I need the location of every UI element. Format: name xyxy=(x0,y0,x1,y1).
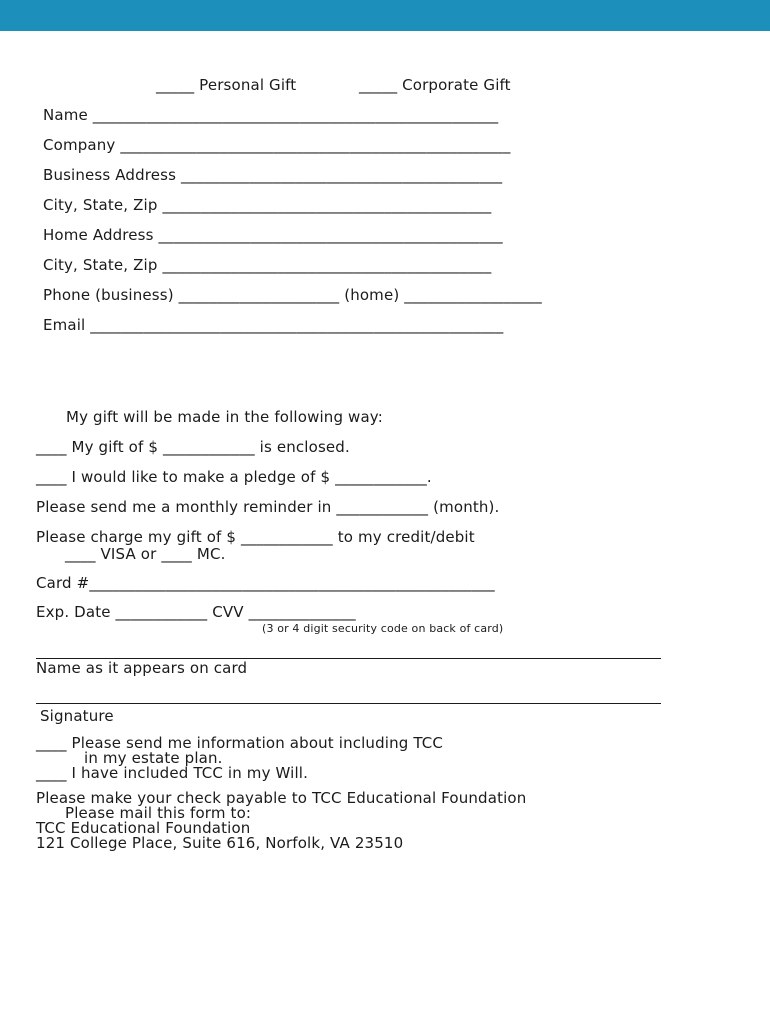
email-field[interactable]: Email ______________________________________________________ xyxy=(43,316,504,334)
company-field[interactable]: Company ___________________________________________________ xyxy=(43,136,511,154)
phone-field[interactable]: Phone (business) _____________________ (home) __________________ xyxy=(43,286,542,304)
included-will-option[interactable]: ____ I have included TCC in my Will. xyxy=(36,764,309,782)
header-bar xyxy=(0,0,770,31)
home-city-state-zip-field[interactable]: City, State, Zip ___________________________________________ xyxy=(43,256,492,274)
business-address-field[interactable]: Business Address __________________________________________ xyxy=(43,166,503,184)
gift-enclosed-option[interactable]: ____ My gift of $ ____________ is enclosed. xyxy=(36,438,350,456)
org-address: 121 College Place, Suite 616, Norfolk, VA 23510 xyxy=(36,834,404,852)
monthly-reminder-field[interactable]: Please send me a monthly reminder in ____________ (month). xyxy=(36,498,500,516)
signature-label: Signature xyxy=(40,707,114,725)
exp-cvv-field[interactable]: Exp. Date ____________ CVV ______________ xyxy=(36,603,356,621)
org-name: TCC Educational Foundation xyxy=(36,819,251,837)
business-city-state-zip-field[interactable]: City, State, Zip ___________________________________________ xyxy=(43,196,492,214)
estate-info-continued: in my estate plan. xyxy=(84,749,223,767)
estate-info-option[interactable]: ____ Please send me information about including TCC xyxy=(36,734,444,752)
name-field[interactable]: Name _____________________________________________________ xyxy=(43,106,499,124)
cvv-note: (3 or 4 digit security code on back of card) xyxy=(262,622,504,635)
pledge-option[interactable]: ____ I would like to make a pledge of $ ____________. xyxy=(36,468,432,486)
signature-line[interactable] xyxy=(36,703,661,704)
payment-heading: My gift will be made in the following way: xyxy=(66,408,383,426)
home-address-field[interactable]: Home Address _____________________________________________ xyxy=(43,226,503,244)
corporate-gift-option[interactable]: _____ Corporate Gift xyxy=(359,76,511,94)
card-type-options[interactable]: ____ VISA or ____ MC. xyxy=(65,545,226,563)
name-on-card-label: Name as it appears on card xyxy=(36,659,248,677)
charge-gift-field[interactable]: Please charge my gift of $ ____________ to my credit/debit xyxy=(36,528,475,546)
check-payable-text: Please make your check payable to TCC Educational Foundation xyxy=(36,789,527,807)
card-number-field[interactable]: Card #_____________________________________________________ xyxy=(36,574,495,592)
personal-gift-option[interactable]: _____ Personal Gift xyxy=(156,76,297,94)
mail-to-text: Please mail this form to: xyxy=(65,804,252,822)
